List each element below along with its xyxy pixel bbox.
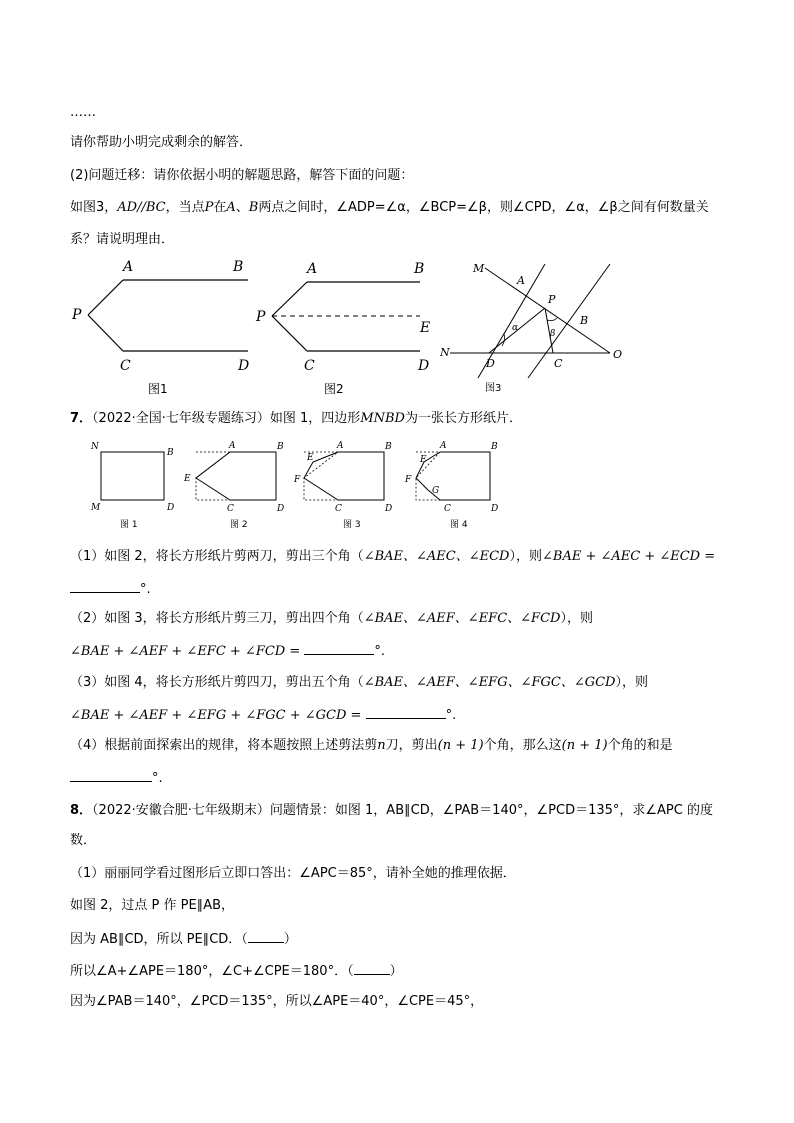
label-F: F	[405, 475, 412, 485]
label-D: D	[486, 357, 495, 370]
q7-part1-answer: °.	[70, 578, 151, 600]
figure-3-lines	[440, 258, 630, 398]
figure-2-angle	[252, 258, 452, 398]
answer-blank[interactable]	[304, 640, 374, 655]
caption: 图3	[485, 383, 502, 394]
label-D: D	[385, 504, 393, 514]
q8-line3: 因为 AB∥CD，所以 PE∥CD．（ ）	[70, 928, 297, 950]
answer-blank[interactable]	[70, 767, 152, 782]
ellipsis: ……	[70, 105, 96, 120]
label-B: B	[580, 314, 589, 327]
figure-1-angle	[68, 258, 268, 398]
q8-heading-cont: 数．	[70, 833, 97, 848]
reason-blank[interactable]	[248, 928, 284, 943]
label-D: D	[277, 504, 285, 514]
p6-line4: 系？请说明理由．	[70, 232, 175, 247]
caption: 图 3	[343, 520, 361, 530]
label-A: A	[517, 274, 525, 287]
q7-figure-1	[88, 438, 178, 533]
label-C: C	[120, 358, 131, 374]
label-D: D	[418, 358, 430, 374]
label-P: P	[256, 309, 266, 325]
label-C: C	[335, 504, 342, 514]
label-N: N	[91, 442, 99, 452]
label-B: B	[491, 442, 498, 452]
label-D: D	[491, 504, 499, 514]
q8-part1: （1）丽丽同学看过图形后立即口答出：∠APC＝85°，请补全她的推理依据．	[70, 866, 516, 881]
label-A: A	[337, 441, 344, 451]
q7-heading: 7．（2022·全国·七年级专题练习）如图 1，四边形MNBD为一张长方形纸片．	[70, 411, 522, 426]
label-beta: β	[550, 329, 556, 339]
q7-part4-answer: °.	[70, 767, 163, 789]
label-A: A	[123, 259, 134, 275]
q8-line2: 如图 2，过点 P 作 PE∥AB，	[70, 898, 235, 913]
caption: 图 1	[120, 520, 138, 530]
label-B: B	[385, 442, 392, 452]
reason-blank[interactable]	[354, 960, 390, 975]
label-B: B	[277, 442, 284, 452]
caption: 图1	[148, 382, 168, 396]
label-E: E	[420, 320, 431, 336]
label-C: C	[227, 504, 234, 514]
caption: 图 4	[450, 520, 468, 530]
q7-part4: （4）根据前面探索出的规律，将本题按照上述剪法剪n刀，剪出(n + 1)个角，那么这(n + 1)个角的和是	[70, 738, 673, 753]
q7-figure-4	[400, 438, 500, 533]
q7-part1: （1）如图 2，将长方形纸片剪两刀，剪出三个角（∠BAE、∠AEC、∠ECD），则∠BAE + ∠AEC + ∠ECD =	[70, 549, 716, 564]
q8-heading: 8．（2022·安徽合肥·七年级期末）问题情景：如图 1，AB∥CD，∠PAB＝140°，∠PCD＝135°，求∠APC 的度	[70, 803, 713, 818]
label-A: A	[229, 441, 236, 451]
q7-part2: （2）如图 3，将长方形纸片剪三刀，剪出四个角（∠BAE、∠AEF、∠EFC、∠FCD），则	[70, 611, 593, 626]
p6-line2: (2)问题迁移：请你依据小明的解题思路，解答下面的问题：	[70, 168, 414, 183]
q7-figure-3	[288, 438, 403, 533]
label-P: P	[72, 307, 82, 323]
label-alpha: α	[512, 323, 519, 333]
label-D: D	[238, 358, 250, 374]
label-E: E	[307, 453, 314, 463]
q7-part3-expr: ∠BAE + ∠AEF + ∠EFG + ∠FGC + ∠GCD = °.	[70, 704, 456, 726]
p6-line1: 请你帮助小明完成剩余的解答．	[70, 135, 253, 150]
label-N: N	[440, 346, 450, 359]
answer-blank[interactable]	[366, 704, 446, 719]
label-B: B	[414, 261, 425, 277]
q8-line5: 因为∠PAB＝140°，∠PCD＝135°，所以∠APE＝40°，∠CPE＝45°，	[70, 994, 484, 1009]
label-B: B	[167, 448, 174, 458]
q7-figure-2	[180, 438, 290, 533]
answer-blank[interactable]	[70, 578, 140, 593]
label-E: E	[420, 455, 427, 465]
label-E: E	[184, 474, 191, 484]
label-A: A	[440, 441, 447, 451]
label-M: M	[91, 503, 101, 513]
label-C: C	[554, 357, 563, 370]
q8-line4: 所以∠A+∠APE＝180°，∠C+∠CPE＝180°．（ ）	[70, 960, 403, 982]
label-O: O	[613, 348, 623, 361]
label-B: B	[233, 259, 244, 275]
label-P: P	[548, 293, 556, 306]
q7-part3: （3）如图 4，将长方形纸片剪四刀，剪出五个角（∠BAE、∠AEF、∠EFG、∠FGC、∠GCD），则	[70, 675, 648, 690]
label-A: A	[307, 261, 318, 277]
caption: 图2	[324, 382, 344, 396]
p6-line3: 如图3，AD//BC，当点P在A、B两点之间时，∠ADP=∠α，∠BCP=∠β，则∠CPD，∠α，∠β之间有何数量关	[70, 200, 709, 215]
caption: 图 2	[230, 520, 248, 530]
label-D: D	[167, 503, 175, 513]
label-M: M	[473, 262, 485, 275]
label-C: C	[444, 504, 451, 514]
q7-part2-expr: ∠BAE + ∠AEF + ∠EFC + ∠FCD = °.	[70, 640, 385, 662]
label-C: C	[304, 358, 315, 374]
label-G: G	[432, 486, 440, 496]
label-F: F	[294, 475, 301, 485]
